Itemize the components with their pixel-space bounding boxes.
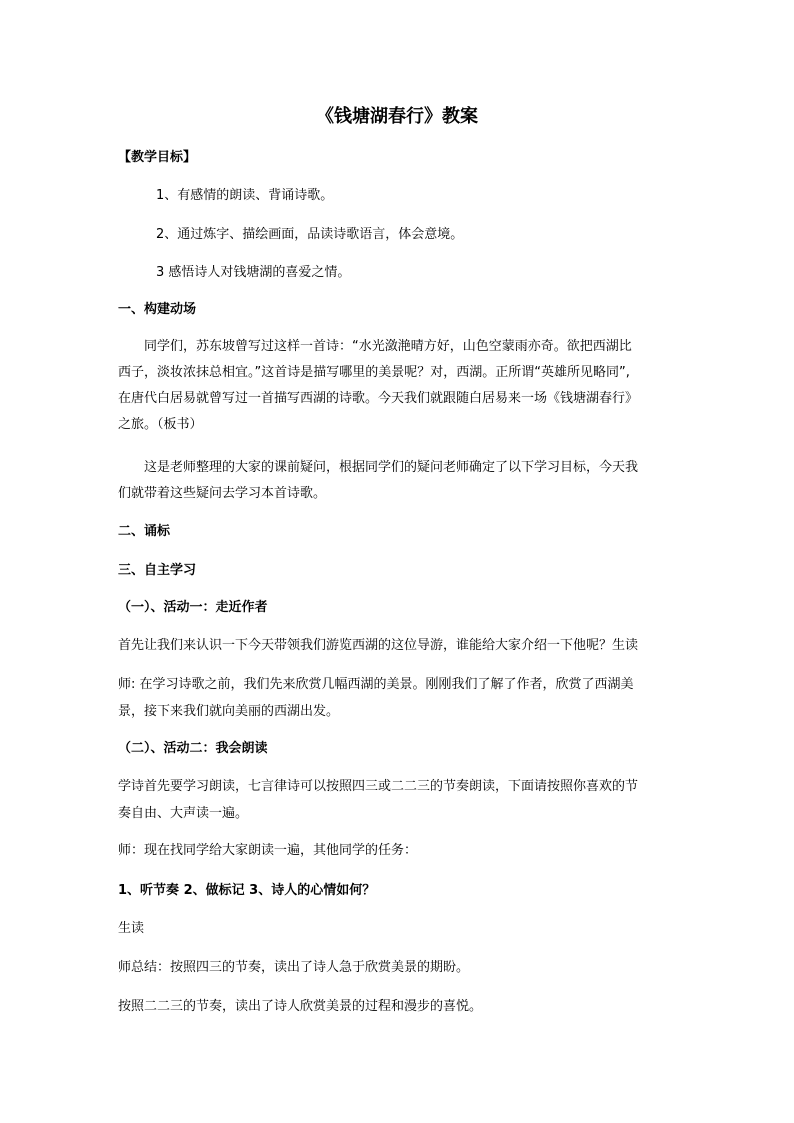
activity1-line-3: 景，接下来我们就向美丽的西湖出发。: [118, 704, 340, 719]
teacher-instruction: 师：现在找同学给大家朗读一遍，其他同学的任务：: [118, 843, 418, 858]
paragraph-line: 之旅。（板书）: [118, 417, 203, 432]
activity2-para-line-2: 奏自由、大声读一遍。: [118, 806, 249, 821]
activity1-line-2: 师: 在学习诗歌之前，我们先来欣赏几幅西湖的美景。刚刚我们了解了作者，欣赏了西湖美: [118, 677, 634, 692]
section3-heading: 三、自主学习: [118, 563, 197, 578]
section2-heading: 二、诵标: [118, 524, 171, 539]
paragraph-line: 这是老师整理的大家的课前疑问，根据同学们的疑问老师确定了以下学习目标，今天我: [144, 460, 639, 475]
paragraph-line: 同学们，苏东坡曾写过这样一首诗：“水光潋滟晴方好，山色空蒙雨亦奇。欲把西湖比: [144, 339, 632, 354]
objectives-heading: 【教学目标】: [118, 150, 197, 165]
paragraph-line: 们就带着这些疑问去学习本首诗歌。: [118, 486, 327, 501]
paragraph-line: 在唐代白居易就曾写过一首描写西湖的诗歌。今天我们就跟随白居易来一场《钱塘湖春行》: [118, 391, 639, 406]
task-list: 1、听节奏 2、做标记 3、诗人的心情如何？: [118, 883, 376, 898]
teacher-summary-1: 师总结：按照四三的节奏，读出了诗人急于欣赏美景的期盼。: [118, 960, 470, 975]
objective-item-2: 2、通过炼字、描绘画面，品读诗歌语言，体会意境。: [156, 227, 464, 242]
teacher-summary-2: 按照二二三的节奏，读出了诗人欣赏美景的过程和漫步的喜悦。: [118, 999, 483, 1014]
objective-item-1: 1、有感情的朗读、背诵诗歌。: [156, 188, 334, 203]
section1-paragraph-2: [118, 455, 678, 507]
document-title: 《钱塘湖春行》教案: [316, 106, 478, 127]
paragraph-line: 西子，淡妆浓抹总相宜。”这首诗是描写哪里的美景呢？对，西湖。正所谓“英雄所见略同”,: [118, 365, 630, 380]
student-reads: 生读: [118, 921, 145, 936]
activity2-heading: （二）、活动二：我会朗读: [118, 741, 268, 756]
objective-item-3: 3 感悟诗人对钱塘湖的喜爱之情。: [156, 265, 351, 280]
activity2-para-line-1: 学诗首先要学习朗读，七言律诗可以按照四三或二二三的节奏朗读，下面请按照你喜欢的节: [118, 779, 639, 794]
activity1-heading: （一）、活动一：走近作者: [118, 600, 268, 615]
section1-heading: 一、构建动场: [118, 302, 197, 317]
section1-paragraph-1: [118, 334, 678, 438]
activity1-line-1: 首先让我们来认识一下今天带领我们游览西湖的这位导游，谁能给大家介绍一下他呢？生读: [118, 638, 639, 653]
